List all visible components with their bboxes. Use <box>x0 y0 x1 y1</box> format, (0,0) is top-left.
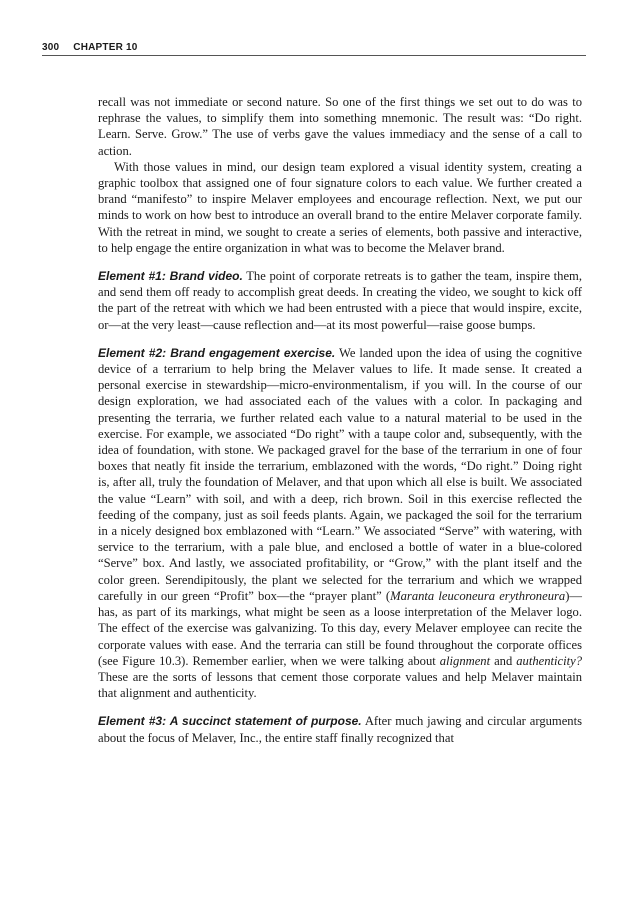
running-header <box>42 42 586 56</box>
page-number: 300 <box>42 42 60 53</box>
element-1-paragraph <box>98 268 582 333</box>
element-2-alignment: alignment <box>439 653 491 668</box>
element-2-species-name: Maranta leuconeura erythroneura <box>390 588 566 603</box>
element-1-text: The point of corporate retreats is to gather the team, inspire them, and send them off ready to accomplish great deeds. In creating the video, we sought to kick off the part of the retreat with which we had been entrusted with a piece that would inspire, excite, or—at the very least—cause reflection and—at its most powerful—raise goose bumps. <box>98 269 583 332</box>
paragraph-2: With those values in mind, our design team explored a visual identity system, creating a graphic toolbox that assigned one of four signature colors to each value. We further created a brand “manifesto” to inspire Melaver employees and encourage reflection. Next, we put our minds to work on how best to introduce an overall brand to the entire Melaver corporate family. With the retreat in mind, we sought to create a series of elements, both passive and interactive, to help engage the entire organization in what was to become the Melaver brand. <box>98 159 582 255</box>
element-2-authenticity: authenticity? <box>516 653 582 668</box>
element-2-paragraph <box>98 345 582 701</box>
chapter-label: CHAPTER 10 <box>73 42 138 53</box>
element-3-paragraph <box>98 713 582 745</box>
element-2-heading: Element #2: Brand engagement exercise. <box>98 345 336 360</box>
paragraph-1: recall was not immediate or second nature. So one of the first things we set out to do was to rephrase the values, to simplify them into something mnemonic. The result was: “Do right. Learn. Serve. Grow.” The use of verbs gave the values immediacy and the sense of a call to action. <box>98 95 582 158</box>
element-1-heading: Element #1: Brand video. <box>98 269 243 284</box>
element-2-text-d: These are the sorts of lessons that cement those corporate values and help Melaver maintain that alignment and authenticity. <box>98 669 582 701</box>
element-3-text: After much jawing and circular arguments about the focus of Melaver, Inc., the entire staff finally recognized that <box>98 714 582 745</box>
element-2-text-a: We landed upon the idea of using the cognitive device of a terrarium to help bring the Melaver values to life. It made sense. It created a personal exercise in stewardship—micro-environmentalism, if you will. In the course of our design exploration, we had associated each of the values with a color. In packaging and presenting the terraria, we further related each value to a natural material to be used in the exercise. For example, we associated “Do right” with a taupe color and, subsequently, with the idea of foundation, with stone. We packaged gravel for the base of the terrarium in one of four boxes that neatly fit inside the terrarium, emblazoned with the words, “Do right.” Doing right is, after all, truly the foundation of Melaver, and that upon which all else is built. We associated the value “Learn” with soil, and with a deep, rich brown. Soil in this exercise reflected the feeding of the company, just as soil feeds plants. Again, we packaged the soil for the terrarium in a nicely designed box emblazoned with “Learn.” We associated “Serve” with watering, with service to the terrarium, with a pale blue, and enclosed a bottle of water in a blue-colored “Serve” box. And lastly, we associated profitability, or “Grow,” with the plant itself and the color green. Serendipitously, the plant we selected for the terrarium and which we wrapped carefully in our green “Profit” box—the “prayer plant” ( <box>98 345 582 603</box>
page-body <box>98 94 582 746</box>
element-2-text-c: and <box>490 653 517 668</box>
element-2-text-b: )—has, as part of its markings, what might be seen as a loose interpretation of the Melaver logo. The effect of the exercise was galvanizing. To this day, every Melaver employee can recite the corporate values with ease. And the terraria can still be found throughout the corporate offices (see Figure 10.3). Remember earlier, when we were talking about <box>98 588 582 668</box>
element-3-heading: Element #3: A succinct statement of purpose. <box>98 714 362 729</box>
